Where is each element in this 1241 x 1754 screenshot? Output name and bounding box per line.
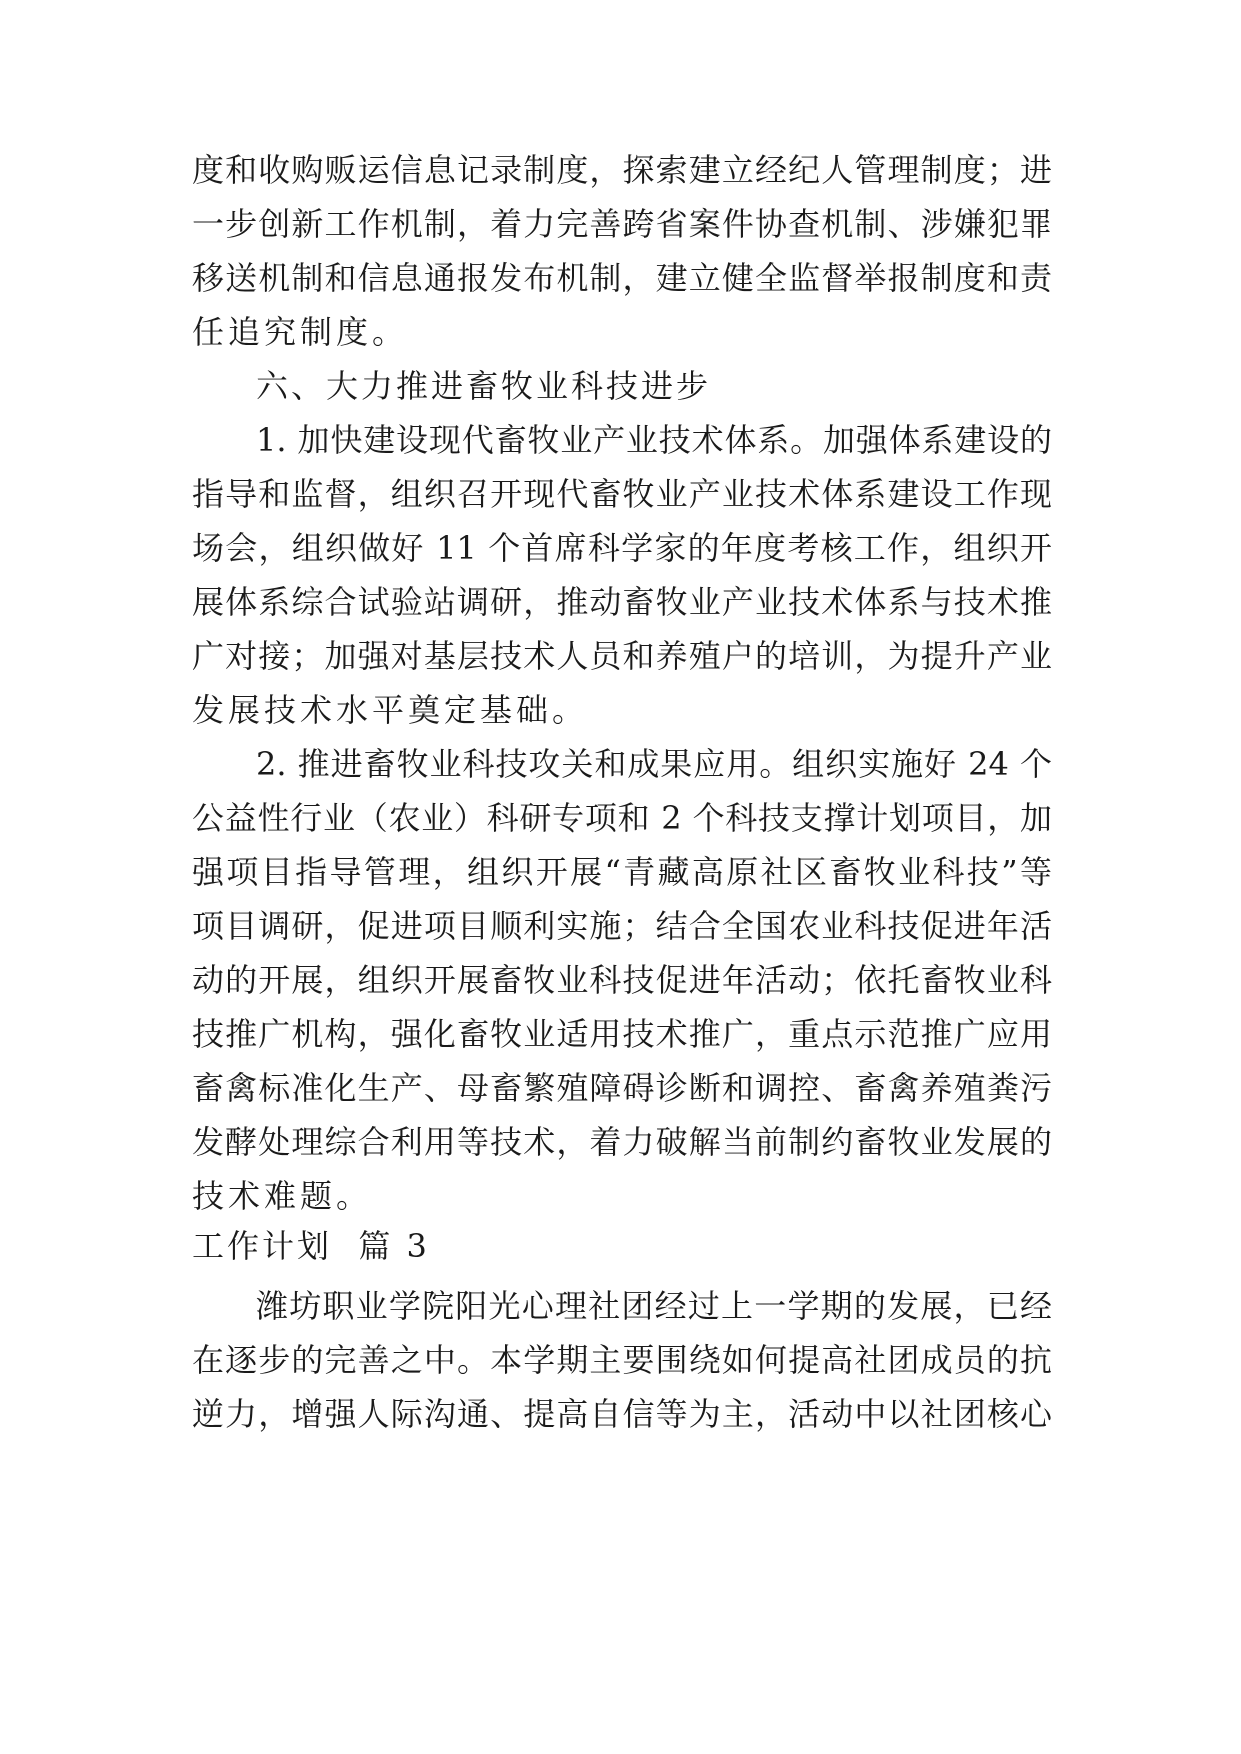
text-line: 项目调研，促进项目顺利实施；结合全国农业科技促进年活	[192, 907, 1052, 945]
article-title: 工作计划 篇 3	[192, 1227, 430, 1265]
text-line: 在逐步的完善之中。本学期主要围绕如何提高社团成员的抗	[192, 1341, 1052, 1379]
text-line: 潍坊职业学院阳光心理社团经过上一学期的发展，已经	[256, 1287, 1052, 1325]
text-line: 任追究制度。	[192, 313, 409, 351]
text-line: 动的开展，组织开展畜牧业科技促进年活动；依托畜牧业科	[192, 961, 1052, 999]
text-line: 强项目指导管理，组织开展“青藏高原社区畜牧业科技”等	[192, 853, 1052, 891]
text-line: 展体系综合试验站调研，推动畜牧业产业技术体系与技术推	[192, 583, 1052, 621]
text-line: 1. 加快建设现代畜牧业产业技术体系。加强体系建设的	[256, 421, 1052, 459]
text-line: 场会，组织做好 11 个首席科学家的年度考核工作，组织开	[192, 529, 1052, 567]
text-line: 2. 推进畜牧业科技攻关和成果应用。组织实施好 24 个	[256, 745, 1052, 783]
text-line: 指导和监督，组织召开现代畜牧业产业技术体系建设工作现	[192, 475, 1052, 513]
text-line: 一步创新工作机制，着力完善跨省案件协查机制、涉嫌犯罪	[192, 205, 1052, 243]
text-line: 公益性行业（农业）科研专项和 2 个科技支撑计划项目，加	[192, 799, 1052, 837]
text-line: 度和收购贩运信息记录制度，探索建立经纪人管理制度；进	[192, 151, 1052, 189]
section-heading: 六、大力推进畜牧业科技进步	[256, 367, 712, 405]
text-line: 移送机制和信息通报发布机制，建立健全监督举报制度和责	[192, 259, 1052, 297]
text-line: 逆力，增强人际沟通、提高自信等为主，活动中以社团核心	[192, 1395, 1052, 1433]
text-line: 广对接；加强对基层技术人员和养殖户的培训，为提升产业	[192, 637, 1052, 675]
text-line: 技推广机构，强化畜牧业适用技术推广，重点示范推广应用	[192, 1015, 1052, 1053]
text-line: 畜禽标准化生产、母畜繁殖障碍诊断和调控、畜禽养殖粪污	[192, 1069, 1052, 1107]
text-line: 技术难题。	[192, 1177, 373, 1215]
text-line: 发酵处理综合利用等技术，着力破解当前制约畜牧业发展的	[192, 1123, 1052, 1161]
text-line: 发展技术水平奠定基础。	[192, 691, 589, 729]
